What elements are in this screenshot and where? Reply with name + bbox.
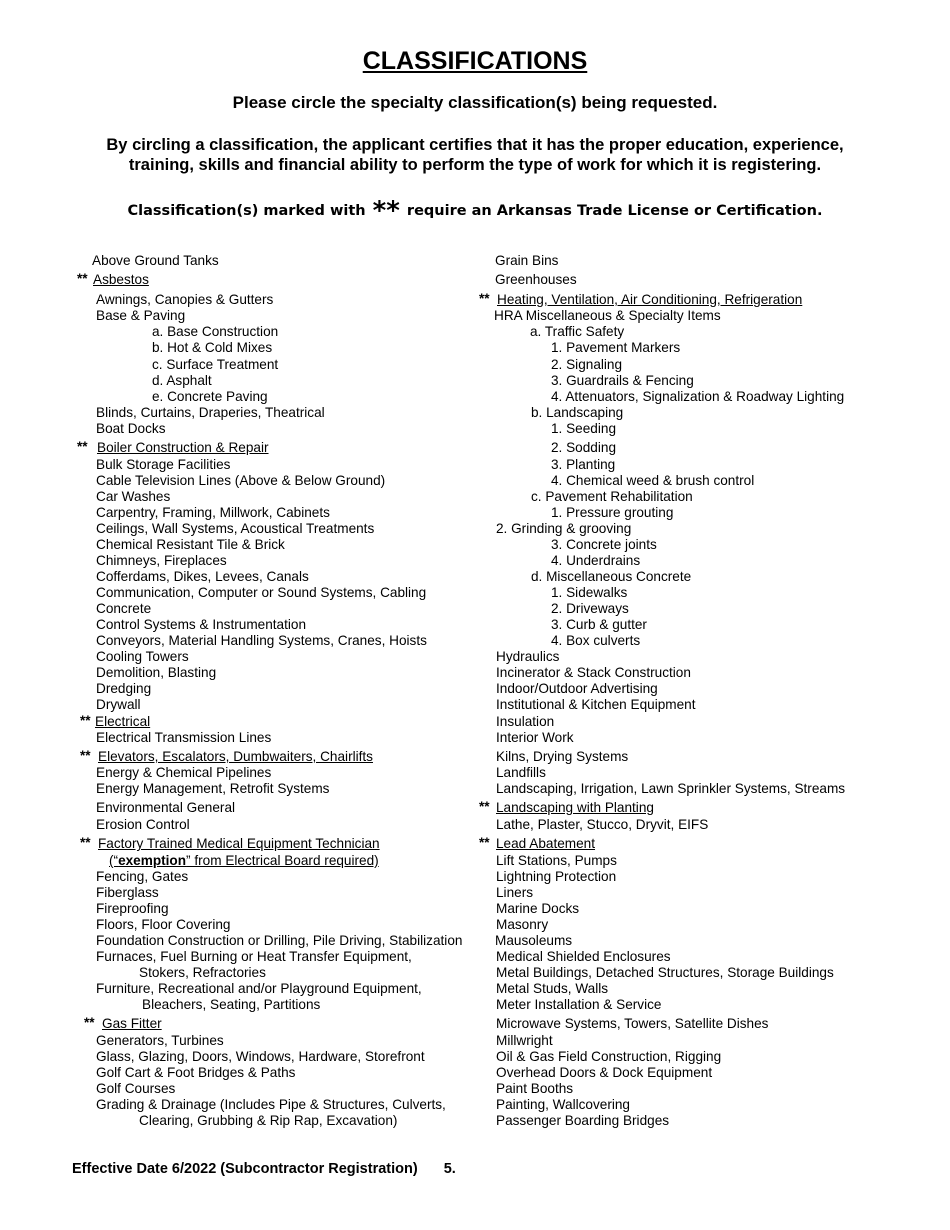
classification-1-sidewalks[interactable]: 1. Sidewalks [551, 585, 628, 600]
classification-1-pressure-grouting[interactable]: 1. Pressure grouting [551, 505, 674, 520]
classification-control-systems-instrumentation[interactable]: Control Systems & Instrumentation [96, 617, 307, 632]
classification-3-concrete-joints[interactable]: 3. Concrete joints [551, 537, 657, 552]
classification-foundation-construction-or-drilling-pile-driving[interactable]: Foundation Construction or Drilling, Pile Driving, Stabilization [96, 933, 463, 948]
classification-fireproofing[interactable]: Fireproofing [96, 901, 169, 916]
classification-kilns-drying-systems[interactable]: Kilns, Drying Systems [496, 749, 629, 764]
classification-environmental-general[interactable]: Environmental General [96, 800, 236, 815]
classification-factory-trained-medical-equipment-technician[interactable]: Factory Trained Medical Equipment Technician [98, 836, 380, 851]
classification-electrical[interactable]: Electrical [95, 714, 151, 729]
classification-e-concrete-paving[interactable]: e. Concrete Paving [152, 389, 268, 404]
classification-blinds-curtains-draperies-theatrical[interactable]: Blinds, Curtains, Draperies, Theatrical [96, 405, 325, 420]
classification-grading-drainage-includes-pipe-structures-culver[interactable]: Grading & Drainage (Includes Pipe & Structures, Culverts, [96, 1097, 446, 1112]
classification-car-washes[interactable]: Car Washes [96, 489, 171, 504]
classification-concrete[interactable]: Concrete [96, 601, 152, 616]
classification-2-sodding[interactable]: 2. Sodding [551, 440, 617, 455]
classification-heating-ventilation-air-conditioning-refrigerati[interactable]: Heating, Ventilation, Air Conditioning, Refrigeration [497, 292, 803, 307]
license-note-after: require an Arkansas Trade License or Certification. [406, 203, 823, 219]
classification-ceilings-wall-systems-acoustical-treatments[interactable]: Ceilings, Wall Systems, Acoustical Treatments [96, 521, 375, 536]
classification-dredging[interactable]: Dredging [96, 681, 152, 696]
footer [72, 1161, 456, 1177]
classification-millwright[interactable]: Millwright [496, 1033, 553, 1048]
license-required-marker: ** [80, 713, 91, 728]
license-required-marker: ** [84, 1015, 95, 1030]
classification-hra-miscellaneous-specialty-items[interactable]: HRA Miscellaneous & Specialty Items [494, 308, 721, 323]
classification-generators-turbines[interactable]: Generators, Turbines [96, 1033, 224, 1048]
classification-4-chemical-weed-brush-control[interactable]: 4. Chemical weed & brush control [551, 473, 755, 488]
license-required-marker: ** [479, 291, 490, 306]
classification-bleachers-seating-partitions[interactable]: Bleachers, Seating, Partitions [142, 997, 321, 1012]
classification-metal-buildings-detached-structures-storage-buil[interactable]: Metal Buildings, Detached Structures, Storage Buildings [496, 965, 834, 980]
classification-fencing-gates[interactable]: Fencing, Gates [96, 869, 189, 884]
classification-lift-stations-pumps[interactable]: Lift Stations, Pumps [496, 853, 617, 868]
classification-a-base-construction[interactable]: a. Base Construction [152, 324, 279, 339]
classification-paint-booths[interactable]: Paint Booths [496, 1081, 574, 1096]
classification-c-surface-treatment[interactable]: c. Surface Treatment [152, 357, 279, 372]
classification-boat-docks[interactable]: Boat Docks [96, 421, 166, 436]
classification-asbestos[interactable]: Asbestos [93, 272, 149, 287]
classification-institutional-kitchen-equipment[interactable]: Institutional & Kitchen Equipment [496, 697, 696, 712]
classification-2-driveways[interactable]: 2. Driveways [551, 601, 629, 616]
classification-cofferdams-dikes-levees-canals[interactable]: Cofferdams, Dikes, Levees, Canals [96, 569, 309, 584]
classification-base-paving[interactable]: Base & Paving [96, 308, 186, 323]
license-required-marker: ** [80, 748, 91, 763]
classification-1-seeding[interactable]: 1. Seeding [551, 421, 617, 436]
classification-insulation[interactable]: Insulation [496, 714, 555, 729]
classification-d-asphalt[interactable]: d. Asphalt [152, 373, 212, 388]
classification-erosion-control[interactable]: Erosion Control [96, 817, 190, 832]
classification-awnings-canopies-gutters[interactable]: Awnings, Canopies & Gutters [96, 292, 274, 307]
classification-interior-work[interactable]: Interior Work [496, 730, 574, 745]
instruction-text: Please circle the specialty classification(s) being requested. [232, 93, 718, 112]
classification-energy-management-retrofit-systems[interactable]: Energy Management, Retrofit Systems [96, 781, 330, 796]
classification-3-planting[interactable]: 3. Planting [551, 457, 616, 472]
classification-1-pavement-markers[interactable]: 1. Pavement Markers [551, 340, 681, 355]
classification-lightning-protection[interactable]: Lightning Protection [496, 869, 617, 884]
classification-chemical-resistant-tile-brick[interactable]: Chemical Resistant Tile & Brick [96, 537, 285, 552]
classification-bulk-storage-facilities[interactable]: Bulk Storage Facilities [96, 457, 231, 472]
license-note-before: Classification(s) marked with [127, 203, 366, 219]
classification-floors-floor-covering[interactable]: Floors, Floor Covering [96, 917, 231, 932]
license-required-marker: ** [77, 271, 88, 286]
page-number: 5. [443, 1161, 456, 1177]
classification-clearing-grubbing-rip-rap-excavation[interactable]: Clearing, Grubbing & Rip Rap, Excavation) [139, 1113, 398, 1128]
classification-3-guardrails-fencing[interactable]: 3. Guardrails & Fencing [551, 373, 694, 388]
license-required-marker: ** [80, 835, 91, 850]
license-required-marker: ** [77, 439, 88, 454]
classification-passenger-boarding-bridges[interactable]: Passenger Boarding Bridges [496, 1113, 670, 1128]
classification-overhead-doors-dock-equipment[interactable]: Overhead Doors & Dock Equipment [496, 1065, 713, 1080]
classification-carpentry-framing-millwork-cabinets[interactable]: Carpentry, Framing, Millwork, Cabinets [96, 505, 330, 520]
classification-incinerator-stack-construction[interactable]: Incinerator & Stack Construction [496, 665, 691, 680]
classification-stokers-refractories[interactable]: Stokers, Refractories [139, 965, 266, 980]
classification-hydraulics[interactable]: Hydraulics [496, 649, 560, 664]
classification-4-underdrains[interactable]: 4. Underdrains [551, 553, 641, 568]
classification-golf-cart-foot-bridges-paths[interactable]: Golf Cart & Foot Bridges & Paths [96, 1065, 296, 1080]
classification-electrical-transmission-lines[interactable]: Electrical Transmission Lines [96, 730, 272, 745]
classification-energy-chemical-pipelines[interactable]: Energy & Chemical Pipelines [96, 765, 272, 780]
classification-fiberglass[interactable]: Fiberglass [96, 885, 159, 900]
classification-conveyors-material-handling-systems-cranes-hoist[interactable]: Conveyors, Material Handling Systems, Cranes, Hoists [96, 633, 427, 648]
classification-drywall[interactable]: Drywall [96, 697, 141, 712]
classification-landfills[interactable]: Landfills [496, 765, 546, 780]
classification-gas-fitter[interactable]: Gas Fitter [102, 1016, 162, 1031]
classification-indoor-outdoor-advertising[interactable]: Indoor/Outdoor Advertising [496, 681, 658, 696]
classification-glass-glazing-doors-windows-hardware-storefront[interactable]: Glass, Glazing, Doors, Windows, Hardware, Storefront [96, 1049, 425, 1064]
classification-cooling-towers[interactable]: Cooling Towers [96, 649, 189, 664]
classification-landscaping-with-planting[interactable]: Landscaping with Planting [496, 800, 654, 815]
classification-furniture-recreational-and-or-playground-equipme[interactable]: Furniture, Recreational and/or Playground Equipment, [96, 981, 422, 996]
classification-furnaces-fuel-burning-or-heat-transfer-equipment[interactable]: Furnaces, Fuel Burning or Heat Transfer Equipment, [96, 949, 412, 964]
classification-4-box-culverts[interactable]: 4. Box culverts [551, 633, 641, 648]
classification-lead-abatement[interactable]: Lead Abatement [496, 836, 596, 851]
license-note-stars: ** [372, 196, 400, 226]
classification-liners[interactable]: Liners [496, 885, 534, 900]
classification-elevators-escalators-dumbwaiters-chairlifts[interactable]: Elevators, Escalators, Dumbwaiters, Chairlifts [98, 749, 373, 764]
classification-mausoleums[interactable]: Mausoleums [495, 933, 573, 948]
classification-medical-shielded-enclosures[interactable]: Medical Shielded Enclosures [496, 949, 671, 964]
license-required-marker: ** [479, 799, 490, 814]
classification-cable-television-lines-above-below-ground[interactable]: Cable Television Lines (Above & Below Ground) [96, 473, 386, 488]
classification-painting-wallcovering[interactable]: Painting, Wallcovering [496, 1097, 630, 1112]
effective-date: Effective Date 6/2022 (Subcontractor Registration) [72, 1161, 418, 1177]
classification-communication-computer-or-sound-systems-cabling[interactable]: Communication, Computer or Sound Systems, Cabling [96, 585, 427, 600]
classification-marine-docks[interactable]: Marine Docks [496, 901, 580, 916]
classification-meter-installation-service[interactable]: Meter Installation & Service [496, 997, 662, 1012]
classification-landscaping-irrigation-lawn-sprinkler-systems-st[interactable]: Landscaping, Irrigation, Lawn Sprinkler Systems, Streams [496, 781, 846, 796]
classification-a-traffic-safety[interactable]: a. Traffic Safety [530, 324, 625, 339]
license-required-marker: ** [479, 835, 490, 850]
classification-b-landscaping[interactable]: b. Landscaping [531, 405, 624, 420]
classification-b-hot-cold-mixes[interactable]: b. Hot & Cold Mixes [152, 340, 273, 355]
classification-grain-bins[interactable]: Grain Bins [495, 253, 559, 268]
classification-masonry[interactable]: Masonry [496, 917, 549, 932]
classification-chimneys-fireplaces[interactable]: Chimneys, Fireplaces [96, 553, 227, 568]
certification-text: By circling a classification, the applicant certifies that it has the proper education, experience, training, skills and financial ability to perform the type of work for which it is registering. [106, 136, 844, 174]
classification-d-miscellaneous-concrete[interactable]: d. Miscellaneous Concrete [531, 569, 692, 584]
classification-4-attenuators-signalization-roadway-lighting[interactable]: 4. Attenuators, Signalization & Roadway Lighting [551, 389, 845, 404]
classification-microwave-systems-towers-satellite-dishes[interactable]: Microwave Systems, Towers, Satellite Dishes [496, 1016, 769, 1031]
page-title: CLASSIFICATIONS [362, 47, 588, 75]
classification-metal-studs-walls[interactable]: Metal Studs, Walls [496, 981, 609, 996]
classification-2-grinding-grooving[interactable]: 2. Grinding & grooving [496, 521, 632, 536]
classification-boiler-construction-repair[interactable]: Boiler Construction & Repair [97, 440, 269, 455]
classification-3-curb-gutter[interactable]: 3. Curb & gutter [551, 617, 647, 632]
classification-golf-courses[interactable]: Golf Courses [96, 1081, 176, 1096]
classification-oil-gas-field-construction-rigging[interactable]: Oil & Gas Field Construction, Rigging [496, 1049, 722, 1064]
classification-demolition-blasting[interactable]: Demolition, Blasting [96, 665, 217, 680]
classification-2-signaling[interactable]: 2. Signaling [551, 357, 623, 372]
classification-exemption-note[interactable]: (“exemption” from Electrical Board required) [109, 853, 379, 868]
classification-greenhouses[interactable]: Greenhouses [495, 272, 577, 287]
classification-lathe-plaster-stucco-dryvit-eifs[interactable]: Lathe, Plaster, Stucco, Dryvit, EIFS [496, 817, 709, 832]
classification-c-pavement-rehabilitation[interactable]: c. Pavement Rehabilitation [531, 489, 693, 504]
classification-above-ground-tanks[interactable]: Above Ground Tanks [92, 253, 219, 268]
